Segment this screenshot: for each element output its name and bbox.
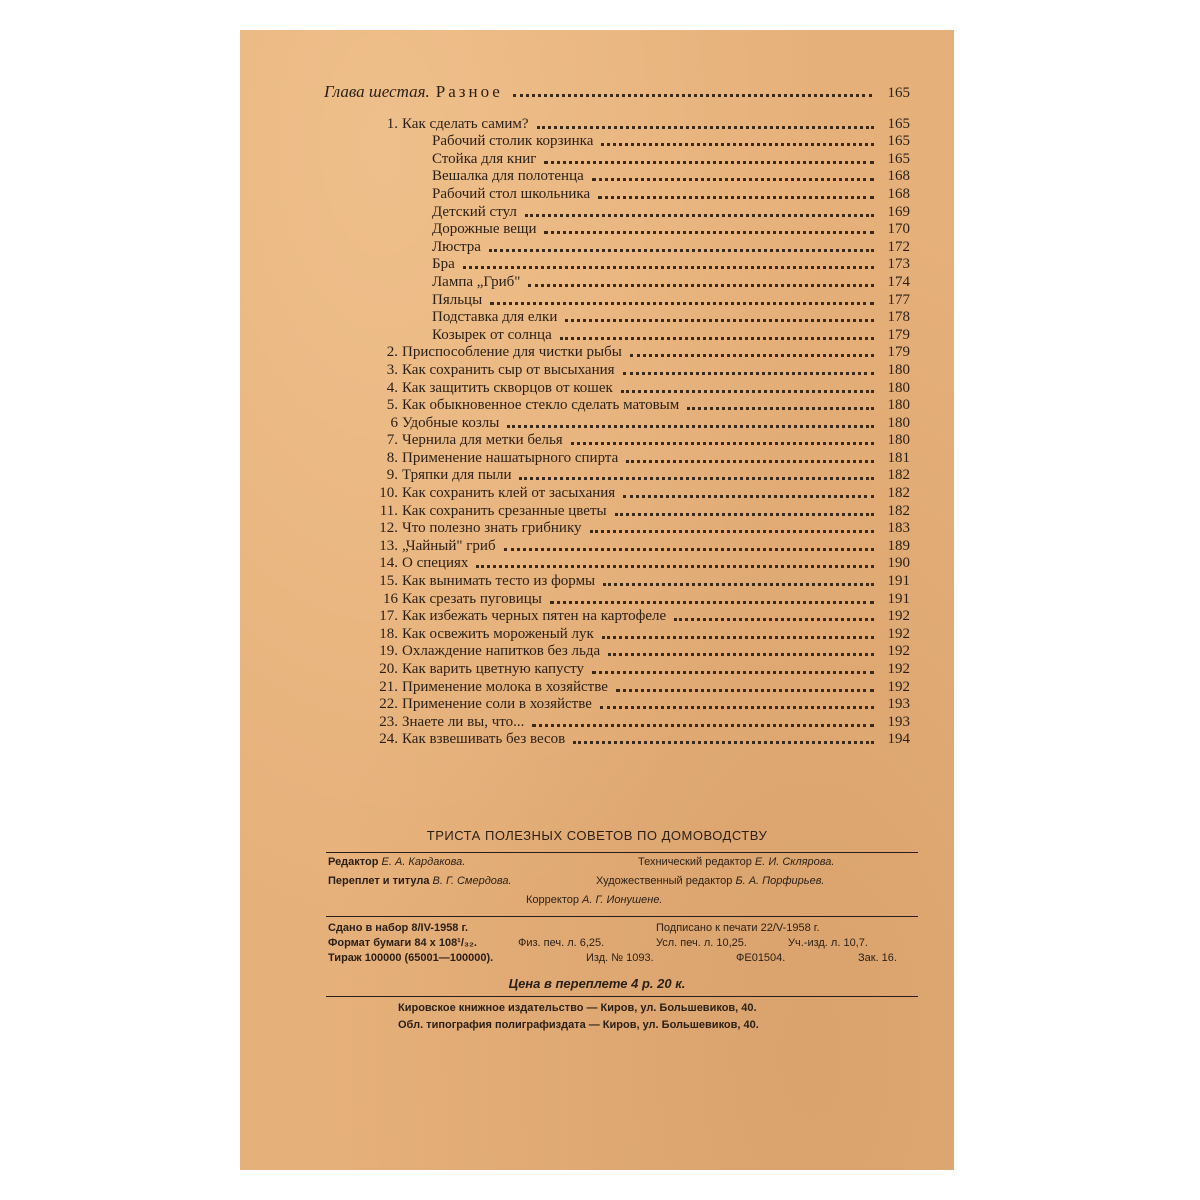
toc-entry	[368, 432, 910, 450]
toc-entry-title: Применение молока в хозяйстве	[402, 678, 608, 695]
dot-leader	[490, 302, 874, 305]
dot-leader	[513, 94, 872, 97]
toc-entry-page: 172	[887, 238, 910, 255]
toc-entry-number: 8.	[386, 449, 398, 466]
toc-entry-title: Охлаждение напитков без льда	[402, 643, 601, 660]
cover-label: Переплет и титула	[328, 875, 430, 887]
toc-entry-number: 21.	[379, 678, 398, 695]
toc-entry-page: 192	[887, 643, 910, 660]
dot-leader	[602, 636, 874, 639]
tech-editor-name: Е. И. Склярова.	[754, 856, 835, 868]
toc-entry-title: Бра	[432, 256, 455, 273]
editor-label: Редактор	[328, 856, 379, 868]
toc-entry	[368, 185, 910, 203]
dot-leader	[519, 477, 874, 480]
toc-entry-title: Тряпки для пыли	[402, 467, 512, 484]
imprint-signed: Подписано к печати 22/V-1958 г.	[656, 922, 820, 934]
dot-leader	[626, 460, 874, 463]
dot-leader	[528, 284, 874, 287]
credits-block	[328, 856, 918, 913]
divider	[326, 916, 918, 917]
toc-entry-number: 1.	[386, 115, 398, 132]
toc-entry	[368, 326, 910, 344]
dot-leader	[525, 214, 874, 217]
toc-entry-title: Приспособление для чистки рыбы	[402, 344, 622, 361]
dot-leader	[598, 196, 874, 199]
dot-leader	[687, 407, 874, 410]
dot-leader	[573, 741, 874, 744]
toc-entry	[368, 643, 910, 661]
divider	[326, 996, 918, 997]
toc-entry-page: 182	[887, 467, 910, 484]
toc-entry-page: 192	[887, 625, 910, 642]
toc-entry	[368, 537, 910, 555]
toc-entry	[368, 502, 910, 520]
toc-entry-page: 191	[887, 590, 910, 607]
toc-entry-title: Подставка для елки	[432, 309, 558, 326]
toc-entry	[368, 221, 910, 239]
toc-entry-page: 165	[887, 115, 910, 132]
chapter-title: Разное	[435, 82, 503, 101]
toc-entry	[368, 555, 910, 573]
toc-entry	[368, 625, 910, 643]
tech-editor-label: Технический редактор	[638, 856, 752, 868]
toc-entry-page: 193	[887, 696, 910, 713]
toc-entry-page: 180	[887, 361, 910, 378]
toc-entry-title: Как взвешивать без весов	[402, 731, 566, 748]
toc-entry-page: 182	[887, 485, 910, 502]
toc-entry	[368, 713, 910, 731]
toc-entry-number: 13.	[379, 537, 398, 554]
toc-entry-page: 165	[887, 133, 910, 150]
toc-entry-title: Как освежить мороженый лук	[402, 625, 594, 642]
toc-entry-number: 14.	[379, 555, 398, 572]
imprint-pub: Уч.-изд. л. 10,7.	[788, 937, 868, 949]
toc-entry	[368, 168, 910, 186]
editor-name: Е. А. Кардакова.	[381, 856, 466, 868]
toc-entry-number: 18.	[379, 625, 398, 642]
book-title: ТРИСТА ПОЛЕЗНЫХ СОВЕТОВ ПО ДОМОВОДСТВУ	[426, 828, 768, 843]
toc-entry-page: 190	[887, 555, 910, 572]
toc-entry-title: Пяльцы	[432, 291, 483, 308]
toc-entry-page: 177	[887, 291, 910, 308]
dot-leader	[592, 178, 874, 181]
toc-entry	[368, 731, 910, 749]
dot-leader	[603, 583, 874, 586]
toc-entry	[368, 203, 910, 221]
toc-entry-page: 179	[887, 326, 910, 343]
toc-entry	[368, 572, 910, 590]
dot-leader	[507, 425, 874, 428]
toc-entry-page: 173	[887, 256, 910, 273]
toc-entry-number: 15.	[379, 573, 398, 590]
toc-entry-page: 170	[887, 221, 910, 238]
toc-entry	[368, 484, 910, 502]
toc-entry	[368, 397, 910, 415]
table-of-contents	[368, 115, 910, 748]
toc-entry-page: 165	[887, 150, 910, 167]
toc-entry-title: О специях	[402, 555, 469, 572]
toc-entry	[368, 678, 910, 696]
publisher-line: Кировское книжное издательство — Киров, ул. Большевиков, 40.	[398, 1002, 757, 1014]
toc-entry	[368, 256, 910, 274]
dot-leader	[463, 266, 874, 269]
toc-entry-page: 193	[887, 713, 910, 730]
toc-entry-number: 5.	[386, 397, 398, 414]
dot-leader	[537, 126, 874, 129]
imprint-block	[328, 922, 918, 967]
toc-entry-title: Применение соли в хозяйстве	[402, 696, 592, 713]
toc-entry-page: 192	[887, 661, 910, 677]
toc-entry	[368, 608, 910, 626]
toc-entry-number: 20.	[379, 661, 398, 677]
toc-entry-number: 10.	[379, 485, 398, 502]
toc-entry-page: 180	[887, 397, 910, 414]
dot-leader	[621, 390, 874, 393]
dot-leader	[623, 372, 874, 375]
dot-leader	[565, 319, 874, 322]
toc-entry-page: 192	[887, 678, 910, 695]
corrector-name: А. Г. Ионушене.	[582, 894, 663, 906]
imprint-cond: Усл. печ. л. 10,25.	[656, 937, 747, 949]
toc-entry-page: 192	[887, 608, 910, 625]
toc-entry-page: 168	[887, 185, 910, 202]
toc-entry-page: 181	[887, 449, 910, 466]
toc-entry-page: 183	[887, 520, 910, 537]
toc-entry	[368, 467, 910, 485]
toc-entry-title: Рабочий стол школьника	[432, 185, 591, 202]
cover-name: В. Г. Смердова.	[432, 875, 512, 887]
toc-entry-title: Знаете ли вы, что...	[402, 713, 525, 730]
dot-leader	[489, 249, 874, 252]
toc-entry-page: 180	[887, 414, 910, 431]
toc-entry-title: Как сохранить сыр от высыхания	[402, 361, 615, 378]
toc-entry-page: 189	[887, 537, 910, 554]
toc-entry-title: Как избежать черных пятен на картофеле	[402, 608, 667, 625]
toc-entry-number: 3.	[386, 361, 398, 378]
dot-leader	[571, 442, 874, 445]
toc-entry	[368, 361, 910, 379]
imprint-order: Зак. 16.	[858, 952, 897, 964]
toc-entry-title: Стойка для книг	[432, 150, 537, 167]
corrector-label: Корректор	[526, 894, 579, 906]
toc-entry	[368, 115, 910, 133]
dot-leader	[601, 143, 874, 146]
toc-entry-page: 169	[887, 203, 910, 220]
toc-entry-number: 19.	[379, 643, 398, 660]
toc-entry	[368, 344, 910, 362]
dot-leader	[616, 689, 874, 692]
toc-entry-title: Люстра	[432, 238, 481, 255]
imprint-format: Формат бумаги 84 x 108¹/₃₂.	[328, 937, 477, 949]
dot-leader	[560, 337, 874, 340]
imprint-fe: ФЕ01504.	[736, 952, 786, 964]
dot-leader	[674, 618, 874, 621]
toc-entry-number: 16	[383, 590, 398, 607]
toc-entry-number: 2.	[386, 344, 398, 361]
toc-entry-title: Рабочий столик корзинка	[432, 133, 594, 150]
printer-line: Обл. типография полиграфиздата — Киров, ул. Большевиков, 40.	[398, 1019, 759, 1031]
toc-entry-title: Удобные козлы	[402, 414, 500, 431]
toc-entry	[368, 291, 910, 309]
toc-entry-page: 168	[887, 168, 910, 185]
toc-entry-title: Детский стул	[432, 203, 517, 220]
toc-entry	[368, 238, 910, 256]
toc-entry-title: Как варить цветную капусту	[402, 661, 584, 677]
chapter-page-number: 165	[887, 85, 910, 101]
dot-leader	[608, 653, 874, 656]
toc-entry-title: Дорожные вещи	[432, 221, 537, 238]
toc-entry-title: Как сохранить клей от засыхания	[402, 485, 616, 502]
dot-leader	[600, 706, 874, 709]
toc-entry-number: 23.	[379, 713, 398, 730]
toc-entry	[368, 696, 910, 714]
art-editor-label: Художественный редактор	[596, 875, 733, 887]
dot-leader	[615, 513, 874, 516]
toc-entry-title: Чернила для метки белья	[402, 432, 563, 449]
toc-entry-number: 24.	[379, 731, 398, 748]
toc-entry-page: 179	[887, 344, 910, 361]
toc-entry	[368, 449, 910, 467]
toc-entry-number: 7.	[386, 432, 398, 449]
toc-entry-title: Вешалка для полотенца	[432, 168, 584, 185]
toc-entry-title: Как срезать пуговицы	[402, 590, 542, 607]
toc-entry-title: Как обыкновенное стекло сделать матовым	[402, 397, 680, 414]
dot-leader	[592, 671, 874, 674]
toc-entry	[368, 150, 910, 168]
dot-leader	[476, 565, 874, 568]
toc-entry	[368, 590, 910, 608]
toc-entry	[368, 309, 910, 327]
toc-entry	[368, 520, 910, 538]
toc-entry-page: 191	[887, 573, 910, 590]
toc-entry-page: 178	[887, 309, 910, 326]
toc-entry-title: „Чайный" гриб	[402, 537, 496, 554]
toc-entry-number: 17.	[379, 608, 398, 625]
toc-entry	[368, 414, 910, 432]
imprint-phys: Физ. печ. л. 6,25.	[518, 937, 605, 949]
art-editor-name: Б. А. Порфирьев.	[735, 875, 825, 887]
dot-leader	[623, 495, 874, 498]
toc-entry	[368, 660, 910, 678]
dot-leader	[630, 354, 874, 357]
toc-entry-page: 180	[887, 379, 910, 396]
toc-entry-title: Применение нашатырного спирта	[402, 449, 619, 466]
toc-entry-page: 194	[887, 731, 910, 748]
book-page	[240, 30, 954, 1170]
toc-entry-number: 11.	[379, 502, 398, 519]
toc-entry-number: 12.	[379, 520, 398, 537]
chapter-label: Глава шестая.	[324, 82, 430, 101]
dot-leader	[550, 601, 874, 604]
dot-leader	[590, 530, 874, 533]
toc-entry-number: 4.	[386, 379, 398, 396]
printers-block	[398, 1002, 759, 1036]
imprint-run: Тираж 100000 (65001—100000).	[328, 952, 494, 964]
toc-entry	[368, 133, 910, 151]
toc-entry-title: Как защитить скворцов от кошек	[402, 379, 613, 396]
toc-entry-title: Как сохранить срезанные цветы	[402, 502, 607, 519]
toc-entry-page: 174	[887, 273, 910, 290]
divider	[326, 852, 918, 853]
toc-entry-page: 180	[887, 432, 910, 449]
imprint-set: Сдано в набор 8/IV-1958 г.	[328, 922, 469, 934]
toc-entry-title: Козырек от солнца	[432, 326, 552, 343]
toc-entry-number: 9.	[386, 467, 398, 484]
toc-entry-title: Лампа „Гриб"	[432, 273, 521, 290]
dot-leader	[504, 548, 874, 551]
imprint-izd: Изд. № 1093.	[586, 952, 654, 964]
toc-entry-number: 22.	[379, 696, 398, 713]
toc-entry	[368, 273, 910, 291]
dot-leader	[544, 231, 874, 234]
toc-entry-title: Как сделать самим?	[402, 115, 529, 132]
toc-entry-title: Что полезно знать грибнику	[402, 520, 582, 537]
toc-entry	[368, 379, 910, 397]
toc-entry-title: Как вынимать тесто из формы	[402, 573, 596, 590]
dot-leader	[532, 724, 874, 727]
chapter-heading	[324, 78, 910, 102]
toc-entry-number: 6	[390, 414, 398, 431]
toc-entry-page: 182	[887, 502, 910, 519]
price: Цена в переплете 4 р. 20 к.	[508, 976, 686, 991]
dot-leader	[544, 161, 874, 164]
